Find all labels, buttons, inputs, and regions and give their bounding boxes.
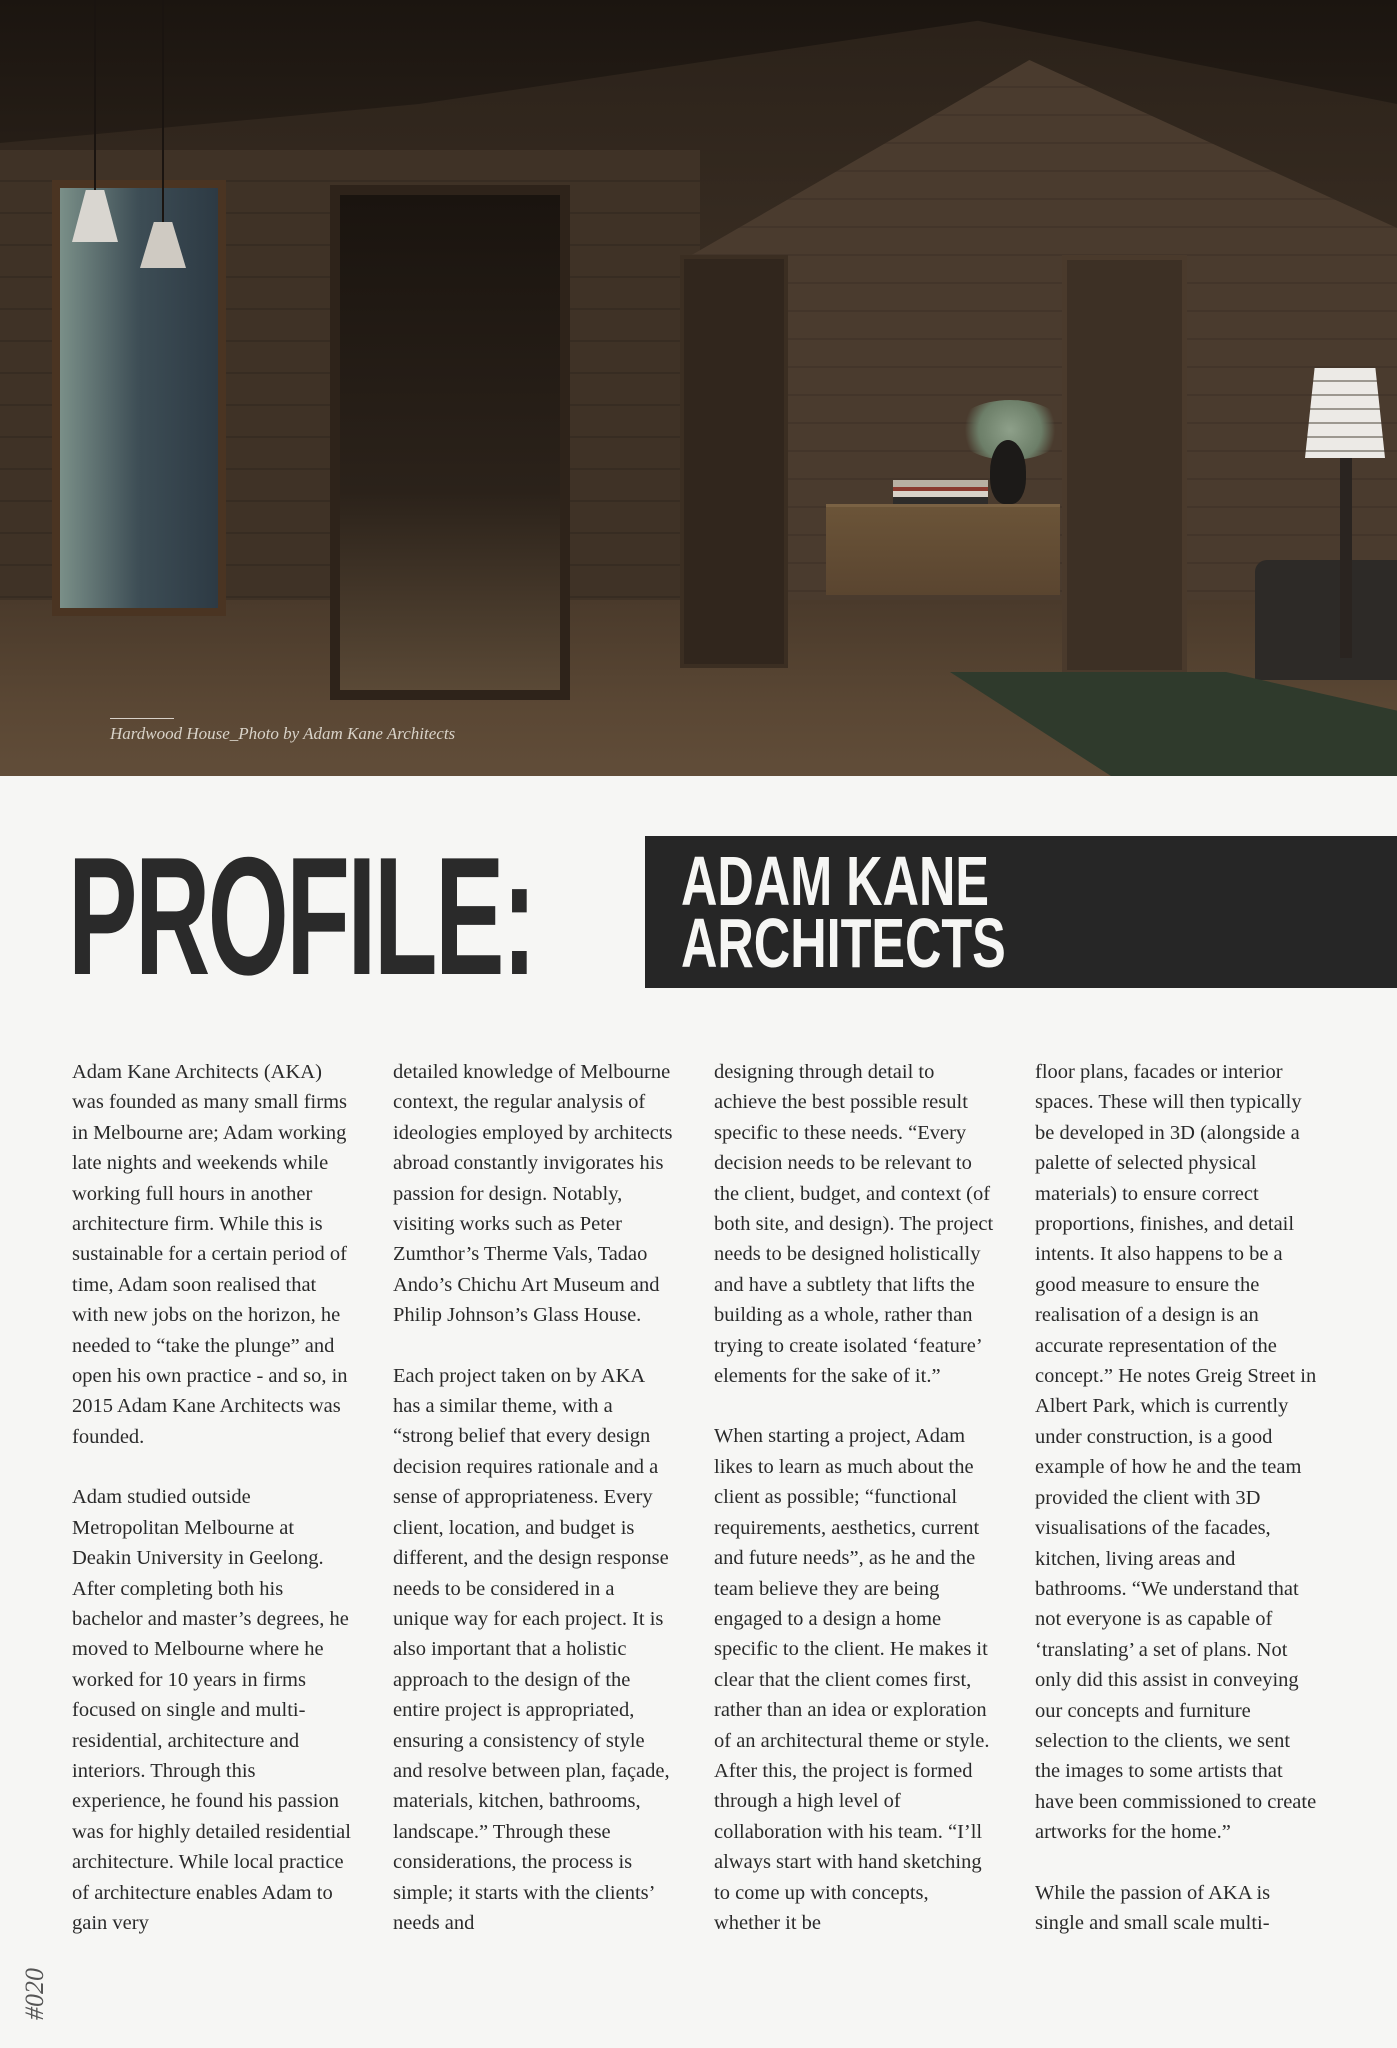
photo-doorway: [330, 185, 570, 700]
title-banner: [645, 836, 1397, 988]
section-heading-profile: PROFILE:: [68, 822, 535, 1010]
text-column-1: [72, 1057, 354, 1968]
photo-pendant-cord: [162, 0, 164, 222]
text-column-2: [393, 1057, 675, 1968]
firm-name-line2: ARCHITECTS: [681, 904, 1006, 982]
paragraph: floor plans, facades or interior spaces. These will then typically be developed in 3D (alongside a palette of selected physical materials) to ensure correct proportions, finishes, and detail intents. It also happens to be a good measure to ensure the realisation of a design is an accurate representation of the concept.” He notes Greig Street in Albert Park, which is currently under construction, is a good example of how he and the team provided the client with 3D visualisations of the facades, kitchen, living areas and bathrooms. “We understand that not everyone is as capable of ‘translating’ a set of plans. Not only did this assist in conveying our concepts and furniture selection to the clients, we sent the images to some artists that have been commissioned to create artworks for the home.”: [1035, 1061, 1317, 1844]
paragraph: When starting a project, Adam likes to learn as much about the client as possible; “functional requirements, aesthetics, current and future needs”, as he and the team believe they are being engaged to a design a home specific to the client. He makes it clear that the client comes first, rather than an idea or exploration of an architectural theme or style. After this, the project is formed through a high level of collaboration with his team. “I’ll always start with hand sketching to come up with concepts, whether it be: [714, 1425, 990, 1934]
photo-caption: Hardwood House_Photo by Adam Kane Architects: [110, 724, 456, 743]
photo-sofa: [1255, 560, 1397, 680]
photo-sideboard: [826, 504, 1060, 595]
hero-photo: [0, 0, 1397, 776]
photo-mirror: [52, 180, 226, 616]
paragraph: Adam studied outside Metropolitan Melbourne at Deakin University in Geelong. After completing both his bachelor and master’s degrees, he moved to Melbourne where he worked for 10 years in firms focused on single and multi-residential, architecture and interiors. Through this experience, he found his passion was for highly detailed residential architecture. While local practice of architecture enables Adam to gain very: [72, 1486, 351, 1934]
photo-door: [1062, 255, 1187, 675]
photo-door: [680, 255, 788, 668]
photo-books: [893, 480, 988, 504]
caption-rule: [110, 718, 174, 719]
paragraph: detailed knowledge of Melbourne context, the regular analysis of ideologies employed by architects abroad constantly invigorates his passion for design. Notably, visiting works such as Peter Zumthor’s Therme Vals, Tadao Ando’s Chichu Art Museum and Philip Johnson’s Glass House.: [393, 1061, 673, 1327]
text-column-4: [1035, 1057, 1317, 1968]
firm-name-line1: ADAM KANE: [681, 842, 989, 920]
photo-vase: [990, 440, 1026, 504]
paragraph: designing through detail to achieve the best possible result specific to these needs. “Every decision needs to be relevant to the client, budget, and context (of both site, and design). The project needs to be designed holistically and have a subtlety that lifts the building as a whole, rather than trying to create isolated ‘feature’ elements for the sake of it.”: [714, 1061, 994, 1388]
page-number-text: #020: [20, 1968, 49, 2020]
paragraph: While the passion of AKA is single and small scale multi-: [1035, 1881, 1271, 1934]
paragraph: Each project taken on by AKA has a similar theme, with a “strong belief that every design decision requires rationale and a sense of appropriateness. Every client, location, and budget is different, and the design response needs to be considered in a unique way for each project. It is also important that a holistic approach to the design of the entire project is appropriated, ensuring a consistency of style and resolve between plan, façade, materials, kitchen, bathrooms, landscape.” Through these considerations, the process is simple; it starts with the clients’ needs and: [393, 1364, 670, 1934]
text-column-3: [714, 1057, 996, 1968]
photo-floor-lamp-stand: [1340, 458, 1352, 658]
paragraph: Adam Kane Architects (AKA) was founded as many small firms in Melbourne are; Adam working late nights and weekends while working full hours in another architecture firm. While this is sustainable for a certain period of time, Adam soon realised that with new jobs on the horizon, he needed to “take the plunge” and open his own practice - and so, in 2015 Adam Kane Architects was founded.: [72, 1061, 348, 1448]
photo-pendant-cord: [94, 0, 96, 190]
photo-floor-lamp: [1305, 368, 1385, 458]
firm-name: [681, 842, 1006, 982]
page-number: [20, 1950, 60, 2030]
